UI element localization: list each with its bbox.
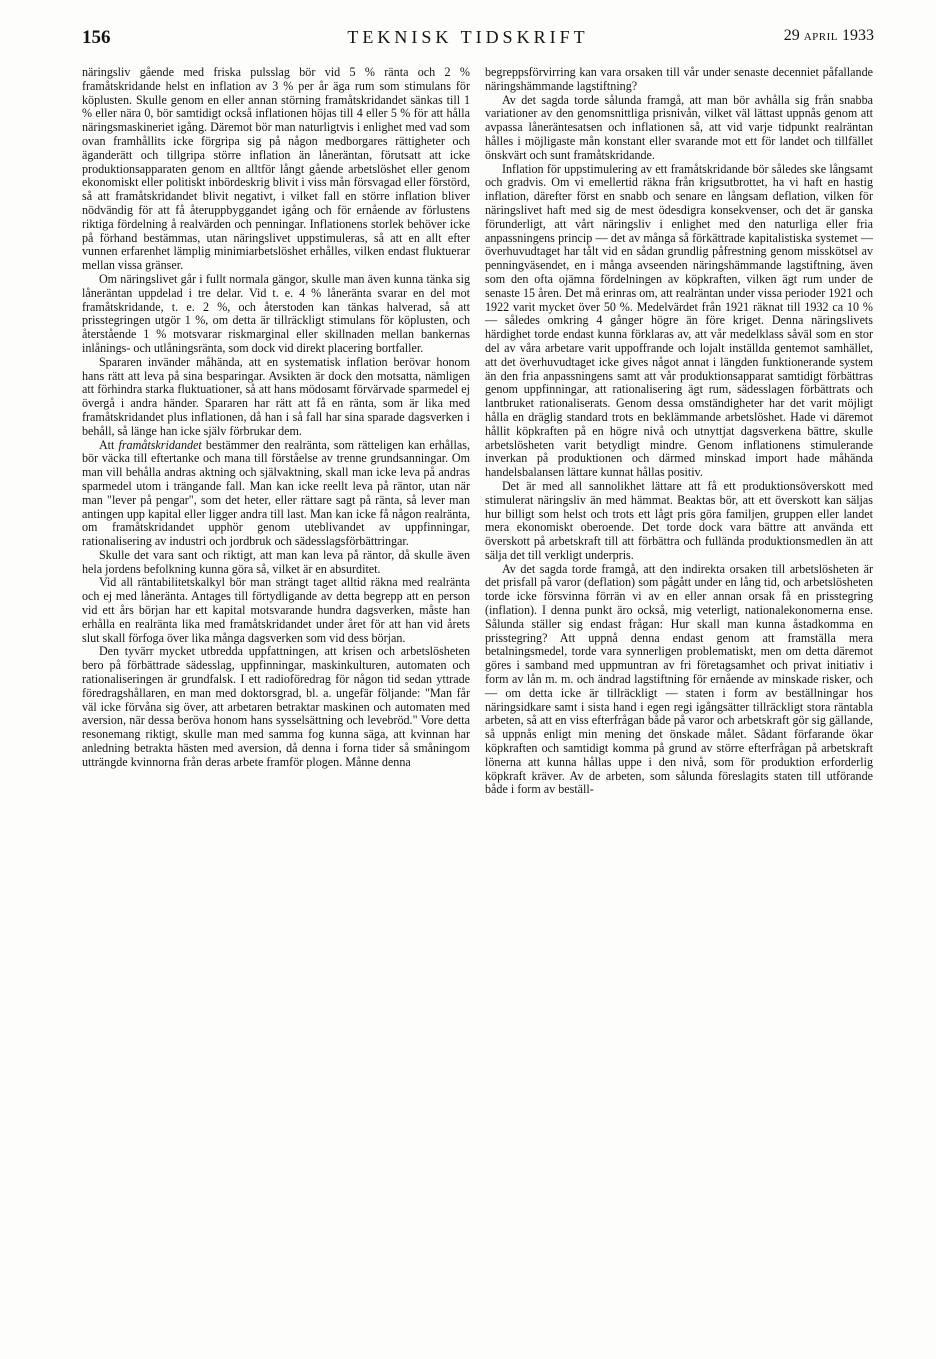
paragraph: Vid all räntabilitetskalkyl bör man strängt taget alltid räkna med realränta och ej med låneränta. Antages till förtydligande av detta begrepp att en person vid ett års början har ett kapital motsvarande hundra dagsverken, måste han erhålla en realränta lika med framåtskridandet under året för att han vid årets slut skall förfoga över lika många dagsverken som vid dess början. [82, 575, 470, 645]
paragraph: Av det sagda torde sålunda framgå, att man bör avhålla sig från snabba variationer av den genomsnittliga prisnivån, vilket väl lättast uppnås genom att avpassa låneräntesatsen och inflationen så, att vid varje tidpunkt realräntan hålles i möjligaste mån konstant eller svarande mot ett för landet och tillfället önskvärt och sunt framåtskridande. [485, 92, 873, 162]
paragraph [82, 439, 470, 549]
paragraph: Spararen invänder måhända, att en systematisk inflation berövar honom hans rätt att leva på sina besparingar. Avsikten är dock den motsatta, nämligen att förhindra starka fluktuationer, så att hans mödosamt förvärvade sparmedel ej övergå i andra händer. Spararen har rätt att få en ränta, som är lika med framåtskridandet plus inflationen, då han i så fall har sina sparade dagsverken i behåll, så länge han icke själv förbrukar dem. [82, 354, 470, 438]
emphasized-term: framåtskridandet [118, 437, 202, 452]
paragraph: Det är med all sannolikhet lättare att få ett produktionsöverskott med stimulerat näringsliv än med hämmat. Beaktas bör, att ett överskott kan säljas hur billigt som helst och trots ett lågt pris göra familjen, gruppen eller landet mera ekonomiskt oberoende. Det torde dock vara bättre att använda ett överskott på arbetskraft till att förbättra och fullända produktionsmedlen än att sälja det till verkligt underpris. [485, 478, 873, 562]
paragraph: Om näringslivet går i fullt normala gängor, skulle man även kunna tänka sig låneräntan uppdelad i tre delar. Vid t. e. 4 % låneränta svarar en del mot framåtskridande, t. e. 2 %, och återstoden kan tänkas halverad, så att prisstegringen utgör 1 %, om detta är tillräckligt stimulans för köplusten, och återstående 1 % motsvarar riskmarginal eller skillnaden mellan bankernas inlånings- och utlåningsränta, som dock vid direkt placering bortfaller. [82, 271, 470, 355]
journal-title: TEKNISK TIDSKRIFT [347, 27, 589, 47]
text-run: bestämmer den realränta, som rätteligen kan erhållas, bör väcka till eftertanke och mana till förståelse av trenne grundsanningar. Om man vill behålla andras aktning och självaktning, skall man icke leva på andras sparmedel utom i trängande fall. Man kan icke reellt leva på räntor, utan när man "lever på pengar", som det heter, eller rättare sagt på ränta, så lever man antingen upp kapital eller ligger andra till last. Man kan icke få någon realränta, om framåtskridandet upphör genom uteblivandet av uppfinningar, rationalisering av industri och jordbruk och sädesslagsförbättringar. [82, 437, 470, 549]
paragraph: Av det sagda torde framgå, att den indirekta orsaken till arbetslösheten är det prisfall på varor (deflation) som pågått under en lång tid, och arbetslösheten torde icke försvinna förrän vi av en eller annan orsak få en prisstegring (inflation). I denna punkt äro också, mig veterligt, nationalekonomerna ense. Sålunda ställer sig endast frågan: Hur skall man kunna åstadkomma en prisstegring? Att uppnå denna endast genom att framställa mera betalningsmedel, torde vara synnerligen problematiskt, men om detta däremot göres i samband med uppmuntran av fri företagsamhet och privat initiativ i form av lån m. m. och ändrad lagstiftning för ernående av minskade risker, och — om detta icke är tillräckligt — staten i form av beställningar hos näringsidkare samt i sista hand i egen regi igångsätter tillräckligt stora räntabla arbeten, så att en viss efterfrågan både på varor och arbetskraft gör sig gällande, så uppnås enligt min mening det önskade målet. Sådant förfarande ökar köpkraften och samtidigt komma på grund av större efterfrågan på arbetskraft lönerna att kunna hållas uppe i den nivå, som för produktion erforderlig köpkraft kräver. Av de arbeten, som sålunda föreslagits staten till utförande både i form av beställ- [485, 561, 873, 797]
paragraph: Inflation för uppstimulering av ett framåtskridande bör således ske långsamt och gradvis. Om vi emellertid räkna från krigsutbrottet, ha vi haft en hastig inflation, därefter först en snabb och senare en långsam deflation, vilken för näringslivet haft med sig de mest ödesdigra konsekvenser, och det är ganska förunderligt, att vårt näringsliv i enlighet med den naturliga eller fria anpassningens princip — det av många så förkättrade kapitalistiska systemet — överhuvudtaget har tålt vid en sådan grundlig påfrestning genom misskötsel av penningväsendet, en i många avseenden näringshämmande lagstiftning, även som den ofta ojämna fördelningen av köpkraften, vilken ägt rum under de senaste 15 åren. Det må erinras om, att realräntan under vissa perioder 1921 och 1922 varit mycket över 50 %. Medelvärdet från 1921 räknat till 1932 ca 10 % — således omkring 4 gånger högre än före kriget. Denna näringslivets härdighet torde endast kunna förklaras av, att vår medelklass såväl som en stor del av våra arbetare varit uppoffrande och lojalt inställda gentemot samhället, att det överhuvudtaget icke gives något annat i längden funktionerande system än den fria anpassningens samt att vår produktionsapparat samtidigt förbättras genom uppfinningar, att rationalisering ägt rum, sädesslagen förbättrats och lantbruket rationaliserats. Genom dessa omständigheter har det varit möjligt hålla en dräglig standard trots en beklämmande arbetslöshet. Hade vi däremot hållit köpkraften på en högre nivå och utnyttjat dagsverkena bättre, skulle arbetslösheten varit betydligt mindre. Genom inflationens stimulerande inverkan på produktionen och därmed minskad import hade måhända handelsbalansen lättare kunnat hållas positiv. [485, 161, 873, 480]
date-day: 29 [783, 27, 800, 44]
paragraph: begreppsförvirring kan vara orsaken till vår under senaste decenniet påfallande näringshämmande lagstiftning? [485, 65, 873, 93]
page-number: 156 [82, 27, 111, 48]
text-run: Att [98, 437, 119, 452]
date-month: APRIL [803, 31, 838, 43]
right-column [485, 66, 873, 797]
paragraph: Skulle det vara sant och riktigt, att man kan leva på räntor, då skulle även hela jordens befolkning kunna göra så, vilket är en absurditet. [82, 547, 470, 576]
issue-date [784, 28, 874, 44]
date-year: 1933 [842, 27, 874, 44]
paragraph: Den tyvärr mycket utbredda uppfattningen, att krisen och arbetslösheten bero på förbättrade sädesslag, uppfinningar, maskinkulturen, automaten och rationaliseringen är grundfalsk. I ett radioföredrag för någon tid sedan yttrade föredragshållaren, en man med doktorsgrad, bl. a. ungefär följande: "Man får väl icke förvåna sig över, att arbetaren betraktar maskinen och automaten med aversion, när dessa beröva honom hans sysselsättning och levebröd." Vore detta resonemang riktigt, skulle man med samma fog kunna säga, att kvinnan har anledning betrakta hästen med aversion, då denna i forna tider så småningom utträngde kvinnorna från deras arbete framför plogen. Månne denna [82, 644, 470, 769]
paragraph: näringsliv gående med friska pulsslag bör vid 5 % ränta och 2 % framåtskridande helst en inflation av 3 % per år äga rum som stimulans för köplusten. Skulle genom en eller annan störning framåtskridandet sänkas till 1 % eller nära 0, bör samtidigt också inflationen höjas till 4 eller 5 % för att hålla näringsmaskineriet igång. Däremot bör man naturligtvis i enlighet med vad som ovan framhållits icke förgripa sig på någon medborgares rättigheter och äganderätt och tillgripa större inflation än låneräntan, förutsatt att icke produktionsapparaten genom en alltför långt gående arbetslöshet eller genom ekonomiskt eller politiskt inbördeskrig blivit i viss mån försvagad eller förstörd, så att framåtskridandet blivit negativt, i vilket fall en större inflation bliver nödvändig för att få återuppbyggandet igång och för ernående av förlustens riktiga fördelning å realvärden och penningar. Inflationens storlek behöver icke på förhand bestämmas, utan näringslivet uppstimuleras, så att en allt efter vunnen erfarenhet lämplig minimiarbetslöshet erhålles, vilken endast fluktuerar mellan vissa gränser. [82, 65, 470, 273]
left-column [82, 66, 470, 770]
